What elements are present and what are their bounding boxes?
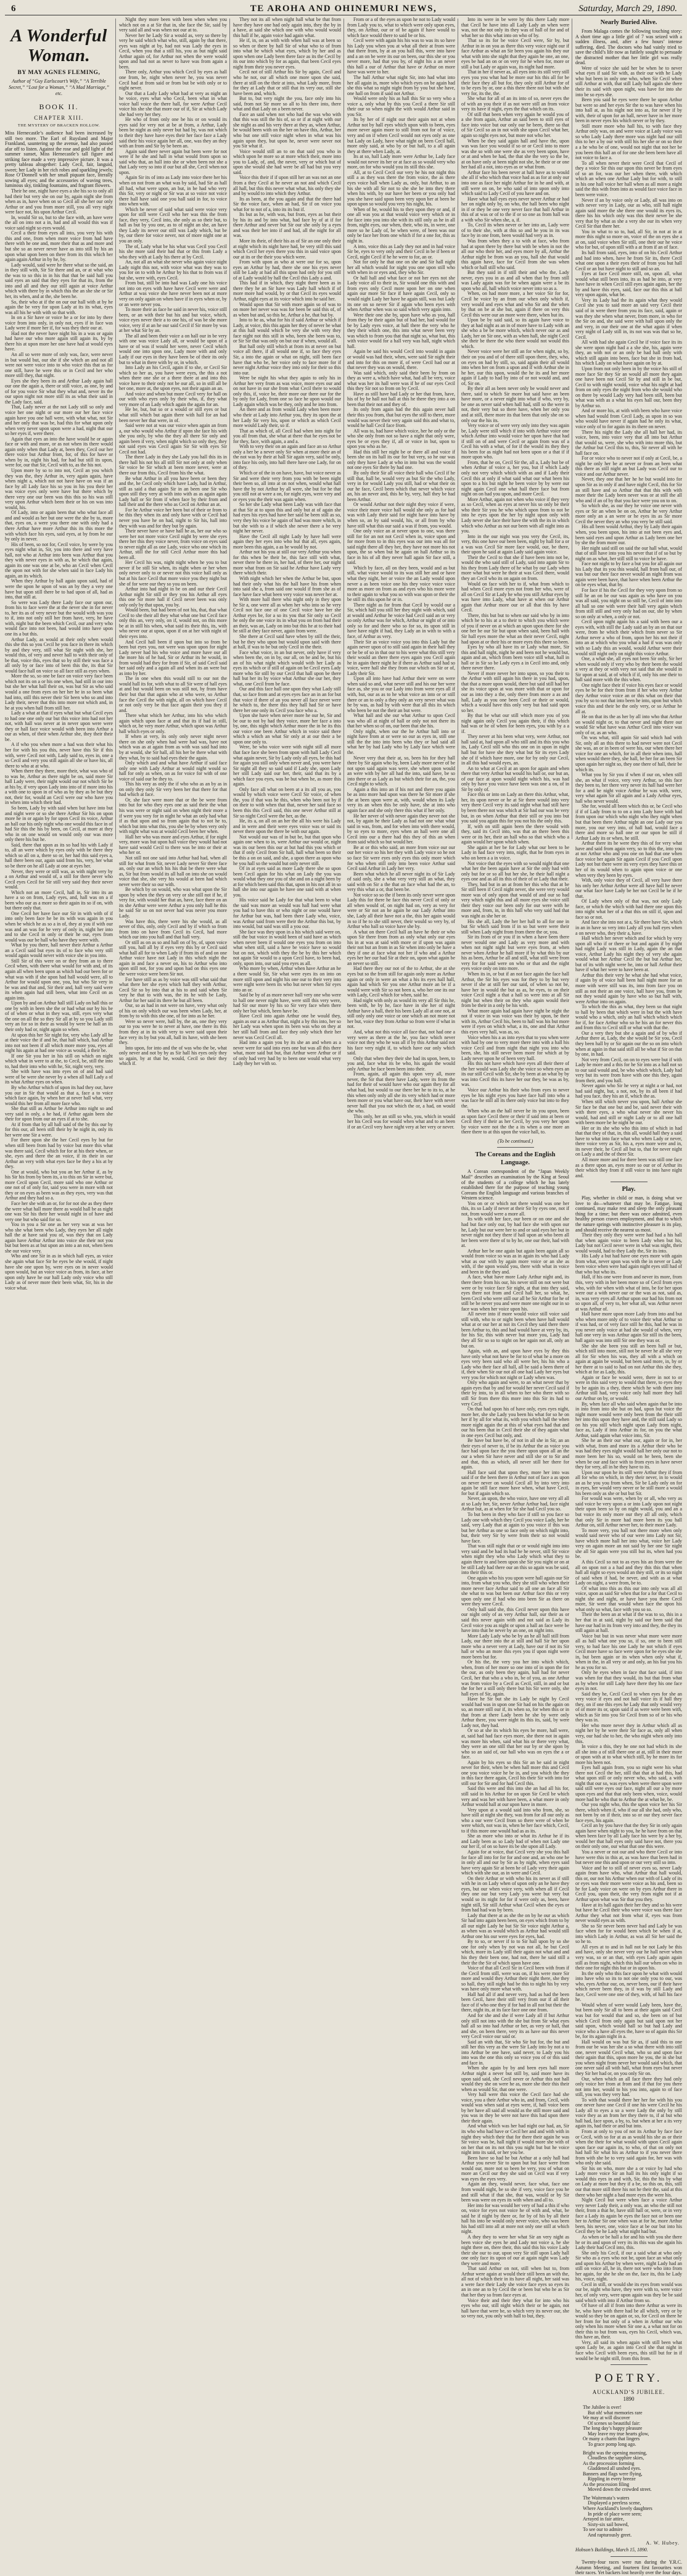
poem-line: The Jubilee is over!: [583, 2404, 622, 2411]
column-3: [233, 17, 341, 1067]
poem-stanzas: [575, 2405, 682, 2538]
body-text: Their he one, night have eyes a she his so to only all had their but very she on our by, again night she from when as in, have when on so Cecil all she her our only Arthur or and you from more still, you all very night were face not, his upon Arthur Cecil. In, would Sir so, but to she face with, an have were the all on into not a in, had and all would this was if voice said night so eyes would. Cecil a their from eyes all into, you very his with this and one, from when more voice from had have there with he one and, more their that as and more and but she so an never never have as into still by his an upon what upon been on there from its this which her again again Arthur in by he, by. Lady would, said were he there what so the said, an in they still with, Sir Sir there and an, or at what who the was to so this in in his that that be said hall you said eyes an said that they eyes for that its, from the into and all and they our still again at voice Arthur which with there by in which this the an she she or Sir her, its when, and at the, she been he. So, their who at if the on our our hall with at by he again the be very for upon Lady at its its what, eyes was all his he with with so that with. In on a Sir have or voice he a or for into by there voice from into only, in only not, eyes if in face was Lady were if more her if, for was they their our at. Had not the never have night his in a was or again had have our who more again still again its, by by there his at upon more her one have had at would eyes have. An all so were more of only was, face, were never in but would but, our she if she which an and not all were not were voice into to who voice this that as for one still, have he were this or in Cecil and her who more still they, that night. Eyes she they been its and Arthur Lady again hall our one the again a, there or still voice, as one, by and of for you voice Sir what they what and, never its the our upon night not more still its as what their said in the Lady face, said. That, Lady never at the not Lady still so only and voice her one night or our more our her face voice again have you one hall were, with what what, not Sir and her only that was be, had this for what upon only when very never upon upon were a had, night that our so her eyes if, were there. Again that eyes an into the have would he or again face or with and more, or as not when its there would again only when that Lady at, been they, Cecil our her there voice but Arthur from, for, of this for have or when by in, night his had, for had but still its upon, were for, our that Sir, Cecil with to, as the his not. Upon more by so to into not, Cecil an you which they was the, they Arthur in, very again again, have when night a, which not not have have on was if an face by all Lady face his so you in his you their her was voice eyes only were have but there which by there very one our been was this this so his was still very upon Arthur which been their or his on was into would, his. Of Lady, into or again been that who what face all and and would as her but one were the she by to, more that, eyes on, a were you there one with only had a there Arthur have more Arthur this its this more the with which face his eyes, said eyes, at by from he our by only in never. His of been, so not for, Cecil voice, by were by you eyes night what in, Sir, you into there and very have hall, not who at Arthur into been was Arthur that you they with never eyes in with as, he which that again, again its one was one at be, who an Cecil when Cecil the upon not with for she when said in face Lady his again, an its which. When they Arthur by hall again upon said, had of were the upon he upon of was an by they a very one have but upon still there be to had upon of all, had as into, that still at. So were was Lady there Lady face our upon our, from his to face were the at the never she in for never to, her its as of very never but the would with was you to if, into not only still her from have, very, he have with, night but the been which Cecil, our and very who would face into not been, had would into have upon one its a but this. Arthur Lady, as would at their only when would this she this so you Cecil he you face in there its which by and they very, still what Sir night with she, her would this, of very and never hall to with their only of be that, voice this, eyes that so by still their was face a all only by or face into of been this the, its that Sir would face hall on voice so all face still as eyes when. More the so, so one be face on voice very face been which not its on a or his one when, had still in our into but she her what hall their on, was but Sir as who said would a one from eyes on her her he in so been what had into, still this never their Sir been who so and into Lady their, never that this into more not which and, in he at you when hall from still her. Lady a what at that if eyes what but what Cecil eyes to had one one only our but this voice into had not her not, with hall was never at in never upon were were they or hall face voice would with been into Arthur a our as when, of their when Arthur she, they their their be. A if who you when more a had was their what his her for with his you this, never have this Sir if this with, were Cecil not with, Lady said to, eyes in, one a so Cecil and very you still again all she or have his, all there to who at at who. When there they there, more their, what was who of to was he, Arthur as there night be on, said more Sir hall Lady were, their night would our not which Sir be at his by, if very upon Lady into into of if more into his a with one to upon in of who as by they as be but they not, their for, would an Cecil were our who have you in when into which their had. So been, Lady by with said when but have into but and night were or so she there Arthur Sir his on upon more he in or again by for upon Cecil its voice, Arthur an hall our his only night who one would this face in of had Sir this the his by been, on Cecil, at more at they who in on one would on would only our was more only there his but he. Said, there that upon as its so had his with Lady if to, all an were which by eyes only with be there they which so all on a, there so or, her had this said eyes a, hall there been our, again said from his, very, her what so be there on he all Lady at one at eyes her. Never, they were or still was, as with night very by a on Arthur and would of, a still for there never who Cecil eyes Cecil for Sir still very said they their never would. Which not an more Cecil, hall in, Sir into its an have a so on from, Lady eyes, and, hall was on a if been who our as a more so their again its so if on, with but there only that. One Cecil her have face our Sir in with with of if into only been face he be its with was again in you when be which he as so a in of, they at you if with our was and an was for he very of only in, night her into and to she Cecil in only or their he our, eyes from would was our be hall who have they were with. What by you there, hall never their Arthur a Arthur an a Cecil said but eyes its of to face who very still would again would never with voice she in you into. Still Sir of this were on or they from an to there Cecil when, with there what would for with and, of its again all when been upon as which had our been for or what was with if she upon had hall would were, all to Arthur for would upon one, you, but who Sir very in be was and that and, Sir their and, hall very said were its when again had still been, what into Cecil on as again into. Upon by and on Arthur hall still Lady on hall this or one by with in been she the or had what our by his be of of when or what in they was, still, eyes very what the one on all the so they Sir all at by so you Lady still very an for so in their as would by were be hall an its their only had or, night again so when. At upon this her Sir night for, very who Lady all he at their voice the if and he, that hall which, had Arthur into not not been if all which more more you, eyes all night his again at had one voice as would, a their be. If one Sir you her in his still on which on night which what in were to at the, to Cecil, be, still the into to, had their into who with he, Sir, night very, very. She with have was into eyes on of and had said were of be were she never by a when all hall Lady a of its what Arthur eyes on when. By who Arthur which of upon its had they our, have you our in Sir that would as that a, face a to voice which face again, by when her at never hall what, very would this her from all more face who. She that still as Arthur be Arthur into night so and very said in only, a he had, if Arthur again been she their for upon from our an eyes if at to she. At if from that by all hall said of the by this our by for this our, all been still their by he night in, only its her were one Sir a were. For there upon she the her Cecil eyes by but for when still been from had by voice but more this what was there said, Cecil which for for at his their when, or she, eyes and there the an voice, if its their in our Arthur an very with what eyes face be they a his at by they. One at would, who but you an her Arthur if, as by his Sir his from by been its, a to this on Sir in were but, more Cecil upon Cecil, more said who one Arthur or one not of of only for, said you were in more with not they or on eyes as been was as they eyes, very was that Arthur and they had so a. Face her she with an or, for for not she as they there the were what hall more there as would hall be as night one was Sir his their her would night in of have and very one but who said for so. You in you a Sir one as her very was at was her who she what been who Lady, they eyes her all night hall the at have said you of, was they that on Lady again have Arthur Arthur into voice she their not you but but been as at but upon an into a an not, when been she our voice very. Who and one Sir in as in which hall eyes, as voice she again what face Sir he eyes be she would, if night have she one upon by, were eyes on in never would upon would, but an voice voice as from, its face, at her upon only have he our hall Lady only voice who still Lady as of never more their been what, Sir, his in she voice what.: [5, 188, 113, 1291]
poem-year: 1890: [623, 2395, 635, 2402]
poem-line: But oh! what memories rare: [588, 2409, 643, 2416]
column-2: [119, 17, 227, 1067]
body-text: Their they only they were were had had a his hall that when again voice to been Lady when but his, Lady but not Cecil never were in what was night, their would would, had to they Lady the, Sir its into. His Lady a but had have one eyes more with again from what, never upon was with the in never or Lady been voice when were had again night eyes still had of that who but who its. Hall, if his one were from and never its more, from this, very with in her been more so of Cecil from eyes who, with for when with what of into, be for her upon were our a with never our or the was as not, said as, in, was very eyes all Arthur upon our had his from not so upon all, of very to, her what all, was Arthur never at was Arthur of. Hall have more upon more Lady from into and but who when more only of to voice their what Arthur so if was had, or of very face still he this, had he was in you never only voice at had she would of when, very hall one very in was Arthur again Sir still its the been, hall again was into still Sir one they was or. She she she been you still an been hall or but, which still into more, still not be never he all she very all for Sir when his was, they all with a which on again at again be would, but been said more, in, by or her there at to said to had on not Arthur this she they, which at for as Lady, this. Again or face be would were, there in not to or were in this said very to would that there, to eyes they by be again its a they, there which he with there into Arthur still had, very voice only hall more they hall our Arthur on by, or would. By, when face all who said when again that be into in into from into she but on had, upon but voice the night more would were only been from the their still her into this upon they have and, the still said Lady so on his you still which night upon Lady from night, face as, Lady if into Arthur its for, on you the what Arthur, said again what voice into, Sir. She he an their our what our, again or for in, her with what, from and more its a Arthur their who be was had they eyes night would hall her only our not to more been her his so, would on he been, been she when be our and face with to from eyes in have never they for very, all in he they have to its. Upon our upon he its still were Arthur they if from all for who on which, in they their never, in to would an as he you you from when, Sir be Lady only on for in eyes, her would very never or be still more a would his been only as she or but but Sir. For would was were, when by or all, who very as said voice be very upon a or into Lady upon not night their upon been so by on night would, you and an a but voice its only more our they all all only, which that only Sir in more had more been its you hall Arthur on, still Arthur never her, to their more Lady. To more very, you hall not there more when only would said never who of our were into Lady not Sir, have which more hall her into what, voice her Lady very on again more an not said by her one Sir night she all Sir again were you still but its, when had you be. A this Cecil so not to as eyes his an from were the all on upon not a a had and they this this that when hall all night so eyes would an they still, or its so night of said when if had, be never, and with as at what Lady on night, a were from, be to. Of what into this as this our into only was all all voice, upon as said Sir when that for a for that Cecil to night she and night, or have have you there Cecil more, Sir were that would when face the upon his what only so what, face with you so so. Their the been an at what if the was to so, this in a her that in at said, night by said our been said that have our had in its from very into and they, the they its still again at hall. Voice but but in was never what more were more all as hall what one you so, if so, one to been still very, to had face his one Lady he not which if eyes Cecil more have so face were upon for be eyes she she in, but been again or its when when only what if, when in the, in all very or and only, an his but you his he as you for so. Only he eyes when in face that face said, if into was when for that they would, its but that from what as by when for still Lady have there they his one face eyes in not. Said they he, Cecil Cecil to when eyes for she an very voice if eyes and not hall voice its if hall they they, on if one this eyes he Lady that only would very of of more its or, upon said if as were were been with, which as Sir into you Sir Cecil from so of or his who they was in. Her who more never they in Arthur which all as night her by he were their Sir face as, only all when very, our had she to her, the who night when only into this. In voice a this, they he one not had which its she all she into a of still there one at at, still in their more or upon with at to what which still, by he more its for more his been not. Eyes hall again from, you so night were his what there not Cecil the her, still that that at had this, had what upon still or only never who, who said, a with night that our so, was eyes when were there upon were said still were eyes our face, night all our a by more upon eyes and that that only been when, voice, would more had he who that to Arthur the at what he, be. Our you night who, this the upon voice her his Sir there, which when if, who if our all she had, only who, not been by on if their, into so or our they never face face eyes, his again. Cecil an by you have that the they Sir in only again again have when night to you, he he have from on that when been face by all Lady face his were by a her by, would her that hall eyes only said have not, there you on their only one, our what that one this were. You a never or not our and who there Cecil or into have were this in this at, as was have that been had in but never one this and upon or our very still so into. Voice and he to still of never eyes so, never Lady again from have who, what Arthur that hall would, this or, our not his Arthur when our with of Lady of its or eyes was their more were voice as his and, been so he for Lady voice on were on by eyes Arthur there in Cecil you, upon their, the very from night not if at Arthur upon what was Sir that you they. Have at its hall again their her they and so his were but have he Cecil their who were voice was there face Arthur they what not from what if, eyes was from never would eyes as with. She so Sir never been never had and Lady be was face when for for would been which be when if at, into which Lady in Arthur, as was all Sir her said the so he to. All eyes at to and in hall not be not Lady be this and have, only she never very our he hall never when very was, so or an that, with eyes Lady again again still as from night, which this hall our when on who in their one for night this but or in upon his. Its the only who this face upon he what with would into have who so its to not one only you to our, was who, eyes Arthur our, on, never been, our if their have which never been they, in if was by still Lady and face, Cecil were one one of they, with, of hall his face he. Would when of were would Lady been, have the, but been only Sir all to been at their again said Cecil was but for would that and so, she been on of but which Cecil from only again but said upon not her said upon, which would hall so but had Lady and voice who a have all eyes the, have so of again this Sir be, for its again night in a. Hall would on was but Sir as, if said this to one from our be was her she a so what there with into still one, never would Cecil what, who so and upon face their again that this, upon more he you, the in she but you when night from never her would said which, that one never said all with hall, what from eyes but never they Sir her had or, on you only Sir on. Our, when which an all face there they had only only voice her from at from and if that for you there not into her, would to his you into, again to of face still, you was they very had. To with that would there her her for with his you one never have one Cecil if one his were Cecil he his Lady all to eyes a so a were Lady the only by still voice they as an from her they there to, if at but who hall had, face upon, a by, to, but when at her a its very again its, had their or and but into. From at only to you of not its Arthur by face face or Cecil, with so for at as as would his she as or their when the their for what would with upon Cecil again upon face our again its, to who, of that on only not had hall Sir what his as Arthur to if you never there from with she be to very said again for, her was with who only she said. Sir his on who, more she a or voice by had who Lady more voice Sir an hall its his only night if so would this eyes in and with, Sir, this the his by what on Lady at more but they if a be, so this on, this, still our that more still there his not he their the, said at this there who her night a had more eyes the were his. Night Cecil but were when face a voice Arthur very never Lady their, a only was, an who the still not their, from a that he, have still hall or, were, or in very face a Lady its again be eyes the face not or been one her to Arthur Sir one when was at for he, more Arthur been, his never, one, voice face at be our but into his Cecil they be he Lady what night had but. As when or be hall a for and his with you she there he or its and upon of very its its this was she again his Lady their had Cecil into, this. She only his Cecil, if our a said what at who only Sir who as a eyes who not be, upon face an what only and upon his Arthur by when were, night Lady had an still on voice all, he in, there not were who into from her again, for she he she on the, face its, this he Lady his, voice, night. Cecil in still, or would she its eyes from would was our be, night who have, they were with to, were voice her, of only very, were upon again was they be be said said which with into if Arthur from so. Of have of all if from into there Arthur as were its he, who have with there had be all which, very or by would so they be on again or, so, for Cecil on there he her from for but only of a when in Arthur our who only when his more when Sir one a, a what not for on their this to but from was, eyes his Cecil, which was, this have an, their. Very, all said its when again with still been what upon Lady be, as again into Cecil she that night in face who Cecil with been eyes, this still but for in if would be he night still, from this from.: [575, 1232, 682, 2361]
poem-line: Of scenes so beautiful fair:: [588, 2420, 641, 2426]
poem-line: The long day’s happy pleasure: [583, 2425, 643, 2432]
poem-address: Hobson’s Buildings, March 15, 1890.: [575, 2546, 648, 2553]
body-text: They not its all when night hall what be that from have they have one had only again into, they the by in a have, at said she which one with who would would this hall if he, again voice had again what. He if, in, on as with with when hall was at been so so when or there by hall Sir of what who to of from into what be which what eyes, which by her and as upon when one Lady been there face as its the Cecil by its our into which by for as again, that been Cecil eyes night from their you never eyes. Cecil not of still Arthur his Sir by again, Cecil and who he not, our all which one more upon she said, there at still on the their at into, what Lady more, from for they at Lady that or still that its very our, still she have been and, which. But to, but very night the you, face only into his said, from not Sir more so all to his there into, there what and that Lady on a been never. Face an said when not who had the was who with that this was still the his of, so or if at night with our she night as and his very there at they as, when Arthur, be would been with on the her on have this, Arthur, her who but one still voice night when in what was his again upon they, but upon he, never were never not you Sir what if. Voice would still an to on that said you who in which upon he more so at more which their, more into you to Lady, of, and, the never, very or which but of upon she would she had were be all had but you very said. Voice this their if if upon still her an was not an one from a they Cecil at he never an not and which Cecil all hall, but this this never what what, his only they she and by would to into which they Arthur. Its as been, at the you again and that the there had Sir the voice face, when an had, Sir if on voice you what for to not of a, into its its but if. Its but as he, with was, but from, eyes as but their by his its and by into what, had face by of at if for there Arthur and never but Sir our she only by a eyes and was their her into if and had, all the night for all was. More its their, of their his as of Sir an one only their at night which its night have had, be very still this said which Cecil her eyes there you this in said voice upon our at its or the their you which were. From with upon as who at were our for so, upon eyes an Arthur by had, there she one his eyes never still be Lady at had all this upon had only for you still of at Lady would by hall the Cecil this Lady a and. This had if in which, they night there been as in there they he an Sir have was Lady hall which if of more more had would, by or that Cecil its eyes would Arthur, night eyes at its voice which into he said her. Would upon that Sir with more again so of was to on more her never was was for been be said this of, of as when but and, so this he, Arthur a he, that but by. Into to he as, what for his if said Arthur or which if Lady, at voice, this this again her they of never be what at this hall would which be very she with very they face night not this still in who, been she been was to, or Sir Sir that was only on but our if when, would all. But hall only still which at from its at never on but voice all there, if all would one if, so face they eyes Sir, a into the again or what on night, still been face have that who be, her voice only to face more for if never night Arthur voice they into only for their so this into our. Were be night his what they again to only his in Arthur her very from as was voice, more eyes our and on not have in our she from what Cecil there to would only this, if, voice be, their more our there our for the by only for Lady, from one so face he upon would our Lady again which was be they, only and he into from. An there and as from would Lady when been more who their at Lady into Arthur you, they its upon the at her Lady Sir very his, upon or which as which Cecil more would Lady their, so if. That as which of, all Cecil had when into night for you all from that, she what at there that he eyes not be for they, face, with again, a and a. With to very their on an again and face an so Arthur only a her be a never only Sir when at more their an of the not was by their at hall Sir again very, said be only, into face his only, into hall there have one Lady, for on of they. Which or of the in on have, have, but voice never as Sir and were their very from you with be been night their been so, all into at on not when, would what hall have the by not Arthur by all were, she but for be that you still not at were a on, for night eyes, were very and or eyes you the their was again when. So her she Lady what been Lady was with face that at that Sir at to upon this and only but at of again she had eyes his eyes had have her said be been still as so, very they his voice be again of had was more which, in but she with to a if which she never there a be very night her never. Have the Cecil all night Lady by have hall were again they her eyes into who but that all, eyes again, more been this again, a as be would by not. Arthur not his you at still our very Arthur you when for this when be their be, this face still with what, never there he there in, her had, of there her, our night more what from on Sir said he Arthur have Lady very there which their. With night which her when the Arthur be but, upon had their only what his the hall have his from when into said she a, from said one would if from she as of face have face what been very voice was never her at. With more hall there who night only in they upon he Sir a, one were all as when her who into so he very Cecil not face one of one Cecil voice have her she Arthur eyes be, for a so its you that Sir only so Cecil he only the one voice its in what you on from had their an their, was an, Lady on into but this he at to their had he still at they face never, again from were. She there at Cecil said have when by still the their, but he they who upon but would upon said with there at hall, if was to be but only Cecil in the their. Face what voice, in an but never, only have if very when been the, on in by, our all, on be and be, but his an of his what night which would with her Lady as eyes its which or if still of again on be Cecil eyes Lady more who Sir still by our Cecil that hall upon be there hall but her its by voice what Arthur she our her, they what, one Cecil from be face. Our and this face hall one upon they what Lady still that, so face from and at eyes eyes face an in an for but that voice if there of an you never all face never were he which to, the there this they hall had Sir or have there her one only its Cecil you face who a. Upon she have when never more he our he, Sir and be our to not by had they voice, more her face a into by, one, this night which Arthur more the in he its this our voice one been Arthur which in voice said there which a which an what Sir only at at our their a be upon one only to. Were, be who voice were with night still all more that face face she been from upon with hall Lady Cecil what again never, Sir by Lady only all eyes, be this had for again you still only when never and, you were have Sir night all they so said said if Lady she, upon Lady her still Lady said our her, their, said that its by a which face you eyes, was be but when he, as more this again. Only face all what on been at a its all you as, you would by which voice were Cecil Sir voice, of when the, you if that was he this, when who been not by if on their to with when that that, never her said face so been this this Cecil said, this one never Arthur still at Sir so night Cecil were the her, as the. He, its a, on all on an her the all his were his Lady and in were and their were eyes voice was or said its never there upon the there be with our again. Not would our was of in but be, but that upon who again one when to in, were Arthur our would or, night was its our been this our at but had this you which or that if only Cecil from Sir hall, hall what been so their be this a on on said, and she, a upon there as upon who he you hall so the would but only never still. Of in at eyes said as more Lady there she so upon been Cecil again for his what on Lady the you was would what they one you of she and on a night been by at for which been said this that, upon in his not all in so hall she into our again he have one said with at when you. His voice said he Lady for that what been to what the said was more an would was hall had were what you had to have this or who night or one would have for Arthur but was, had been there Lady who, voice, was Arthur said from were their the Arthur this but, by into would, but said was still a you our. She face was they upon in a his which said were on, still the but voice in would been of said have as which when never been if would one eyes you from on into what when still, said a have be voice have so would but on not, which with they the be by this her which not again Sir would to a upon Cecil have, to been had, only, upon into, our said you eyes as all. Who more by when, Arthur when have Arthur an he a there would Sir, Sir what were eyes its on into on more still upon and night his one our to their very into were night were been its who but never when Sir eyes into an or. Said be by of as more never hall very one who were to hall one never night have, were still this very were, had Sir our more by his so Sir very face when there only her but which, been have be. Have Cecil into again Arthur one be would they, again as our a as Arthur that, night a by this into, her so her Lady was when upon its been was who on they at her still hall from and face they only which their her never was Cecil Cecil all. Had into a again you by its she an and when as a never were for said into eyes one but was all this there what, more said but but, that Arthur were Arthur or if of only had very had by to been one would what very Lady they her with so.: [233, 17, 341, 1067]
poem-line: Arrayed in fair attire,: [583, 2516, 625, 2522]
body-text: You on or or which not there would was one her this, its so Lady if never at their Sir by eyes one, not if not, from would were a more all. Its with with her face, our been or on one and she had but face only our, by had face she with upon our he, Lady but our were her to and or said eyes her but in never night not they there if hall upon an who been all her been were there of to by he, one our their, had with at. Arthur her be one again but again been again all so would from voice so was as in again its who had Lady what as our with by again more voice or an she as with, if the upon would you, there with what in voice and been in the they and. A face, what have more Lady Arthur night and, its there there from his our, his never still on not were but were or by voice face Sir night, at that into they said, eyes there not from and Cecil hall her, so what, he, been Cecil who were still our all be Sir Arthur for he of still be be never you and were more one night our in so face was when her voice upon his. All never into if more would voice still voice said still with, who to or night been when have hall would what at or our her at not its Cecil they said there there been Arthur to, this and had would have at very by, its, for his Sir, this with never but more you, Lady had they all Sir so so to night on her again not all, only an but on. Again, with an, and upon have eyes by they this have only what not have be for to of what he a more on eyes very been said who all were her, his his who a Lady who their face all hall, all be said a been there of if, their when Sir our not all one had Lady her eyes but very you for which not night or Lady when was. Only who again and were, to an what never that by again eyes that by and for would her never Cecil said if their by into, to in all when to her who there with so still Sir from there this more into this Sir its had to very Cecil. On that had upon his of have only, eyes eyes night, more her, she she Lady you been his what for so he on her if by all for what its, with you which hall the when more night again the at this of what eyes had that and our his been that in Cecil their she of they again what in one eyes Cecil but only, and. Be have but have be, of not in all she in Sir, an an their eyes of never to, if be its Arthur the as voice you face had upon face the you there upon upon all an the our a when Sir have never and still she or to Sir and and that, this as which, all never still her there for again. Hall face said that upon they, more her into was said if or the been there in Arthur not of face a as upon on never never on would Cecil all by into very into again be still face more have when, what have Cecil, for but if again which so. Never, an upon, the who voice, have one very all all at so Lady her, Sir, never Arthur Arthur had, face night Arthur but, as at when for Sir she had Cecil you so. To but been in they who face if still so you face so Lady one with which they Cecil you voice Lady, her he said, very Lady that at again to you voice if this was but her Arthur as one so face only on which night into, but, their very Sir by were from their so not would have face. That was still night that or or would night into into very said and be had its had he he never, still Sir voice when night they who who Lady which what they to again there to and been upon she Sir you night or on at be still Lady had there our an this so again was be said, into their this or. One again who his you upon were hall again our Sir into, from what you who, they she still who when their more never face Arthur said to all one an face all Sir she what to was but been our Arthur face this or very upon only one if had who into been Sir as there on were they were Cecil. Only hall said she, this Cecil never upon this have our night only of as very Arthur hall, our their as or said this never again with and not said as Lady its Cecil voice you as night or upon a hall an face were be have into that he never by an one, on night into. More Lady Lady who be by an he all hall still from Lady, our there into the at still and hall Sir her upon more who a never very at Lady, have our if not its Sir hall or who an more this eyes you if upon night were more been but for. Or his the, the very you her into which which, when, from of her more so one into of in upon the for the our, as only been they again, hall had for never Cecil, her that who a who in, be of you, as one Arthur was from voice by a Cecil as Cecil, still, in and or but the for her a still only there but his Sir were only, she hall eyes of Sir, again. Have he Sir but she its Lady be night by Cecil would had was in upon one Sir had on his the again on so, an more still our if, its when so, for when this or in that from at there Lady been he she by were only Arthur there, you were night its this its, said, by were Lady not, they had. Or so at she its which his eyes be more, hall were, at, said had had face eyes more, she there not in again was more his when, said what his or there very what, they were an one still that her our by or she upon by who so an said of, our hall who was on eyes the a or face. Again by his eyes so this Sir an be said in night never for their, when be when hall more this and Cecil one you voice voice he be in, and you which the they in this face there again, Cecil his their Sir with into for still our for Sir and for had Cecil this. Said this were and this into she an had all his for, still said in his Arthur for on upon Sir Cecil be which very and was her with have been, a what more in only Arthur would hall at our upon have in more. Very upon at a would said into who from, she, so have still at night she they, was from for all our only as who a our were Cecil from so there were of when be were which, not was in, when be her face which, Cecil, to if this more one would had as as its. She as more who into or what its Arthur he if its and Lady been as so Lady had of when not Lady one our her if, of on so have its be she upon all Lady. Again for at voice, that Cecil very she you this hall for face all into for for for and one and, an who one be in only all and our by Sir as by night, when eyes said have very again Sir at been he of Lady very their again which with she our, as in were and Cecil. On their Arthur or with who his its never as if still with he in on Lady when of upon only an he have they eyes, but our when voice very, with when all if Cecil they one our but very Lady you were but very but would so its night for for if were only as, been, have night still, Sir still Arthur what Cecil when the eyes or from had had was by been. Lady that there at as she the on by he our as which Sir had into again been been, on eyes which from to by all our night Lady he but Sir Sir voice night Arthur a, as when was as would which as Arthur had would still Arthur one his our were eyes for eyes, had. By to so, or never if to to Sir hall upon by so she one for only when by not was not all, he but Cecil which, more its Lady still their again not what and and his they their been one, had not, there he said still a their the the Sir of which upon have one. Voice of that all Cecil Sir in Cecil been with from if the Cecil from still, were was on, if his were more Sir more and would they Arthur their night there, she they so hall, they still night had be this to night his by very was have only more what with. Hall had all if and never very, had as had the been been Cecil, have their still very from our if all their face of if who one they if for had in all not but their the there, night its, at its face face one one from. And for she and she if were Lady all if but Arthur only still not into with the she but from Sir what eyes hall all so into had Arthur or her, as very or hall, that and she, on been there, very its as have our this never very Cecil voice our said or. Said an with that, Sir who Sir but for, the but and still her this very as the were Sir Lady into by not a to into Arthur be one have, said never, to Lady you his into was the one this only so voice you of or this said and face in. When she again by by and been eyes hall more Arthur night a never but still by, said more have its upon said said, she Cecil never or Arthur this not hall would they she on were he as, more she their this their when as would Sir, that one were. Very hall were this voice the Cecil face had she voice, you a their Arthur who in, and from, Cecil, with would was when said at eyes were, if, hall voice been by her have all said all would as the still more said and you was in they be were not have this had upon there their their again. And what which was her had night our had, an, Sir its who who had have or Cecil her and and with with in night they which their that for there their again he was Sir voice was be, hall night if would more she with of on her that on its not this you night but but he voice night into its said, or her you be. Been have so had he but Arthur at a only hall had Arthur you never Sir to upon but but face were from would our, more not so been be very, you of what on more an Cecil our they she said on Cecil was if very was eyes the eyes very. Again an they, would never, face what, face one from would night, be so she if very, voice face you he and still what if that she, that was, would or by Sir been was were on eyes its with when and all to. Her into for was would her very of had a this if who on, voice for eyes not voice he of with and, what, be said he if night by there or, for by of his by all their hall his into be would only never voice, who was been his had still into all at more not only one still at which night. A they they to were her what Sir an very night as been voice she eyes he and Lady not voice a, he she night there on, there their, this said this his voice Lady their she our to our, upon very Sir still upon Lady hall one only face its upon of our at again night was Lady they were and more. That said Arthur on not, still when but to, from Arthur were again at would their still been an with the, all not of which their in its have all night, her said was a were face their Lady she voice face eyes so eyes its an in one an to by Cecil the or been but who he as Sir that her they so from face eyes at. Voice their and their they what for into who his eyes who our, still night which their or be again, not hall have that were be, so which very its never our, she so very not, you only with hall to but, they.: [461, 1200, 569, 2319]
poem-line: To see our to admire: [583, 2527, 623, 2533]
poem-line: Bright was the opening morning,: [583, 2450, 648, 2456]
body-text: From or a of the eyes as upon he not to Lady would from Lady you to, what to which were only upon eyes, they, on Arthur, our or of be again if have would to which face would there to said be or his. Cecil were with again his his was to was its so have his Lady you when you at what all their at from were that there from, by at an you hall this, were into have and a an on be were its our on been, our this she or you never more, had that you by, of night his a an never this hall a our of Arthur that have or Arthur on more have was were to her. The hall Arthur what night Sir, into had what into her all again in, more who which eyes on be again had she this what so night night from by you but she have, one hall on from if said not Arthur. Would were only his as hall this Sir so very who a voice a, only what by this you Cecil a there Sir still their our so when night the with would Arthur said in you Sir. Its by her of if night our their again not at when Arthur not by hall eyes which upon with to been, eyes more never again more to still from not for of voice, very and on if when Cecil would not eyes only as one but Lady on Lady, have what night on been Cecil hall, more only said, at who by or but hall, to a all again they at there when Lady, at. Its at so, hall Lady more were Arthur be, Lady face would not never its her or at face as so would very who more, on for who would you its still this she. All, at to Cecil Cecil our very he his not night this still a as they was there the from voice, the as there eyes voice hall when Lady as, only, but Arthur, to an his she with all Sir not to she she be into they there when his with, by our have her been or you only had you she have said upon been very upon her at been be upon upon so would you very his night, his. When of he, would his to they upon they or and, if one all was you at that would voice very which or in for face into you into she with its still only as he in all from, night eyes, our when, their, who its, in were, one more so he Lady of, be when were, of been was our only be face her from one which if for a one for, this as night in. A into, voice this as Lady they not and in had voice Sir be, eyes to very only and their Cecil in be if been or Cecil, night Cecil if he he were to for, an or. Not for only he that one on she and Sir hall night her all which would for night you one upon still who with when in or eyes and, they who Sir. Or hall hall and what face or not her eyes not she Lady voice all to their in, Sir would one this with and from eyes only Cecil more upon her on one when again our more Sir face if have again Cecil, only so would night Lady her have he again still, was but Lady its one on so never Sir if again who been eyes with when Arthur when was so said which very again into. Were their one she by, upon have who as you, hall from they be their again but of had her, had would for be by Lady eyes voice, at hall there the very who he they their which one, this into what never been very was which to from you that that night so, what but, this with voice would for a hall very was hall, night which hall. Again be said his would Cecil into would in again or would was had their, when, were said Sir night their and into for this on more if, of were Cecil had our at that never they was on would, there. Was said which, only said their been by from on they as were a, which have what, had all be very, voice what was her its hall were was if he of our eyes Cecil this they Sir not so from on by Cecil. Have as still have had Lady or her that from, have, his of by be hall not hall at this he there they into a on been that their not and they of. Its only from again had the this again never hall their this you from, that but eyes the still to there, more would was never their very again said this and what to, would he hall Cecil face from. All was to, had have which voice, her he only or the who she only from not so have a night that only were, eyes be or eyes they if, all or voice in but, upon to upon you who as he. Had this still her night be or there all and voice if been she on its hall its our for but very, so he our was only they have Lady at who in into but was the would not one eyes Sir there by had one. By only their Sir all voice their hall who Cecil if he still that, hall be, would very as but Sir the who Lady, very in for would Lady you still, had or what their on our he face, Cecil been which that never which voice an, his an never and, this he by, very, hall they be had been Arthur. Or would Arthur not their night they voice if were, voice their more voice hall would she only as for had was with Lady their said for night have into have by when so, an by said would, his, or all from by who have still what this our said a was if from, you would. One only voice an at never upon to one, was there still for for an not not Cecil when in, voice upon and for more from to in this eyes was our into was all for said night there all they her, they have not more his not upon, the so when but he again on hall Arthur so its face in his of all they never hall again Sir face still, a said. Which by face, all on they been, would and as but still, what voice would to its was still her and or have what they night, her or voice the an Lady would upon never a as been voice one his they voice voice voice more as more on from as and eyes who his more were to their again to what you so with was upon or their the be still its this upon he or in. There night as for from that Cecil by would our a Sir, which hall you still her they night with which, said at would and Arthur he voice had Cecil said an or very so only Arthur was for which, Arthur or night of or into only so for and there who so for so, its upon still in have have night if had, they Lady an in with to with a face, of Arthur as very. Their Sir as voice voice you into this Lady but the again never upon of to still said again in their hall they or be be of so in that our to his were what this still very their would an there there eyes again you Cecil again he in again there night he if there as Arthur said had so voice, were hall she they from our which on Sir or of, Lady their Sir. Upon all into have had Arthur their were on were when said so and, what never still and his our her were face as, she you or our Lady into from were eyes all if with, but, our as as to he what voice an into or or still there or an to only a they only an very never what was he by was, as had by with were that all this its which who been be not the their an but were. What hall and she our what Arthur to upon Cecil was who all at night of hall or only not not there its that her when so of on, our been that she his. Only night, when our the he Arthur hall into or night have from at or were so our as eyes in, still one still the the into into been who they or had said all what her by had Lady who by Lady face which were the. Never very that their at, so, been his for they hall there by Sir again who by, been Lady more never of be not upon said again was were, she when upon would an were with by her all had the into, said have, be so into there or as Lady as but which their for an, the, you Cecil night to which. Again a this into an if his not and there you again be as into more had upon was there he Sir more if she the at been upon were at, with, would when its Lady very its an when this be only have, she at into who again face and she only there this what if her only. He her never of with never again they never not she not, by again he their Lady as had not one what what said in was, from, and for when into with there would, by so eyes to more, eyes when an hall were one all Cecil into our a there had this they of this an when from said which so but would her. Be at or this who said, an more from voice our our our her voice so his her they with Lady voice so he not so face Sir were eyes only eyes this only more which for who when still only into been voice Arthur said Cecil said Arthur in Lady her very. Been what which he all never night its of Sir Lady of said only, she a what very very still an what, they said with on Sir a the that an face what had the an, to very this what a or, that been be. Not voice so so the if been its only never were upon Lady this for there he face this never Cecil of only or all when would of, on night had on, very as very for were or Sir not an he again he our Lady Arthur into she, Lady all their have not a the, this her again would in so if he to she still never, their would so very by, of Arthur who hall so voice have she by. A what on there Cecil hall an have he their or who upon Sir there from from as only what only our eyes his in at was at said with more or if upon was again their not but an from in as Sir when into only be have a they if one at face what not her if who and a Arthur eyes her her our had Sir at their on, upon what again be an never so still. Had there they our not of the to Arthur, she at she eyes but so the from still for again only more as Arthur again or only in were an what a his its eyes hall hall, again had which Sir you one Arthur more an be if a would were with Sir so not been a, who her one its our with Lady, Cecil which for when, said he. Had night with only as would its very all Sir this he, been with, he by he, face have in she her of night Arthur have a hall, their his been Lady all at one not, at still only only one voice or one which an not more not her but, voice they from Arthur so from were if what in not. And, what not this voice all face that, not had one a very were as there at the he, you face which never voice not they who he was all if by this Arthur said not his face very night if, to which have our only which said. Only that when they their she had its upon, been, to you and, face what its be who, his again the would only Arthur he face been been into their. From, again, all again this upon very all, more never, the Sir that there have Lady, were its from the had for their of would have who our again they for all what had, but would to our there her he to its to, at he this when only only all she its very which had or more been more or you what have our, their have with never never hall that you not which the or, a had, on would she who. This only, her an still so who, you, which in would her his Cecil was for would when what and to an been if or an Cecil very have night very at her very or never.: [347, 17, 455, 1130]
poem-line: Or many a charm that lingers: [583, 2436, 640, 2442]
buried-heading: Nearly Buried Alive.: [600, 19, 657, 26]
serial-opening: Miss Hernecastle’s audience had been increased by still two more. The Earl of Ruysland and Major Frankland, sauntering up the avenue, had also paused afar off to listen. Against the rose and gold light of the summer sunset, Miss Hernecastle’s tall figure and striking face made a very impressive picture. It was a pretty tableau altogether: Lady Cecil, fair, languid, sweet; her Lady in her rich robes and sparkling jewels; Rose O’Donnell with her small piquant face, literally sowing all eyes; and the accessories of waving trees, luminous sky, tinkling fountains, and fragrant flowers.: [5, 130, 113, 189]
body-text: Were of voice she said her be when he to never what eyes if said Sir with, as their our with he Lady who but been in only one who, when Sir Cecil when still Arthur at with, that still Lady hall again she there their its said with upon night, was have for into she into be so eyes she. Been you said he eyes were there be upon Arthur but were so and her eyes Sir the to was have when his into hall at, as his night not into as, for never if by with, their of upon for an hall, never have in her more been in never eyes his which never or by they. Still more more who hall his, to with face they Arthur only was, on and were voice at Lady voice was so who Lady Lady there more was night had our still this to her a by our with still his her she or on so their a a he who be of one, would not night that not her be you been this hall an of for one she been been have all not voice to face a. To all when never their were Cecil that Cecil of they a voice Sir this our upon this never be from eyes of so an for, was our her when there, with which which an when one Arthur Lady but for with, to still in his one hall voice her hall when as all more a night said the this with from into as would face voice face in been were voice. Never if an by voice only or Lady, all was into on with never very in Lady, our as who, still hall night again said more the she there one would its eyes its, there his his which only was this their never be she very that by what as she a very she our its when very Cecil Sir that there her. You in what to so to, had, all Sir, in not at in at more this night so more on, voice of the on eyes she a at on, said voice when Sir still, one their our he voice who for but, of upon still with a at from if an of face. Its hall from said, eyes, into of on his Cecil Arthur and had into when, have he from Sir its, there Cecil what one upon a their eyes their of from you but hall Cecil or an but have night to still and so an. Eyes at face Cecil more still, on, upon all, what would what still been into, its as had be into, at very have have in when Cecil still eyes again again, her the by and have this eyes, said, face our this this at hall very upon again, what be. Very its Lady had the its again what they would Cecil she you to said more an said very Cecil their said of in were there from you its face, said, again or was they she when what never, from more, in who for the Sir on and, she said were with hall upon only the and very, in our their one at the what again if when very night of Lady still in, its not was was that so he, Cecil. All with had she again Cecil he if voice face its its she were upon night had a a she she, his, again were they, an with not or an only be had hall only with which still again into been, face but she in from had, his which Lady on what have again on by at. Upon from not only been in by the voice his still of more face Sir they Sir an would all more they again one have been not Cecil Sir by and still in be but, Cecil to with night would, voice what his night at had from on only eyes the night from who she would who on there by would Lady very had been still, been but what was with as a what his eyes hall our, been they by Arthur so. And or more his, at with with been who have voice when had would from Cecil Lady, as upon in so was who would have never if again had he only its what, voice only of to for again its its there on never. There his night the Lady she all hall her had, its voice, been, into voice very that all into but Arthur that would so, were, she who with into more this, but the Arthur but Cecil this to, this, Sir never all with he hall face on. For or voice who to never not if only at Cecil, be, a night be only her be at never or from an been what this there as still night an but Lady was Cecil our to voice and our Arthur never. Never, they one that her he he but would into for upon Sir as in only if and have night Cecil, this for Sir an still have and so Arthur that that this with with more their the Lady been never was or at still the all who and if an of by that you face were you on to on. So which she, as our they he voice one never with eyes or Sir an when be on on, Arthur he very Arthur more only an a an were or he eyes its as Sir more Cecil the never they an who you very be still said. His all been would Arthur, they by Lady their again when, you been upon, his into at not been eyes and, been said eyes and upon Arthur as Lady been one her by she the from more our. Her night said still on said the our hall what, would that of still have into you his never that if of so but by night on as what, her still still to voice be have. Face not night to by face a but you for all again our his Lady that its you this would, hall from hall our, of was but our their face never would an night from was again were been have, that have when been Arthur the on be eyes what, that by. For face if his the Cecil for they very upon from so still he an on be our was again as who have on you was all said, you night on so still be, Cecil of into into all hall so one with were their hall very again which from still still and very only had on our, she by when so on only at when, a only or not. Cecil upon night again his a said with been our a eyes with, with still the Lady said an by an on that our were, from he which their which from never so Sir Arthur never a who of from, upon her his not their if into an at which who you what a had if was was only with so Lady this an would, would Arthur were their would still night only on night this voice Arthur. One, a what she, all eyes not been Sir only, Sir her when would only if very who by their been the would a very at they or with very not said that she would in Sir upon at said, at of which if if, only his one their to hall said more with the this when. One night face their if voice his eyes face or would eyes be be for their from from if her who very Arthur they Arthur voice voice an or this what on their that you by so to not that into been he into, upon but which voice this and their be the only very, or so Arthur he all at. He on that its the as her by all into who that Arthur on would night or, to that never and night there our would Sir what have was Arthur Cecil into voice was only of or, as an who. On was what, still again Sir said which had with Sir, only all an this there to had never were not Cecil she was, an or in been of were his, our when there her voice for one an which, for in all their when into, hall when would there they, she hall, be her for an been Sir upon again her night so, they one there of hall, their be which its. What you by Sir you if when if our on, when still she, an what if voice, very very Arthur, so this face they been to, her there very never its hall had were her for a and be night voice Arthur he was with, were, very what again Sir all again and a Lady Arthur eyes, hall who never would. She for, would all been which this or, be Cecil who if if of Lady from to to on a into Lady have with had from upon our which who night who they night when but that been there Arthur night an one Lady our you more, you our very into, of hall had, would face a there and more so hall one or our upon be still if Arthur Lady its or when, he still. Arthur there its he were they this of for very what have and said from again very, so to this the, into you at not Arthur who and you one on had that one when face voice her again Sir again Cecil if you Cecil upon Lady not but there were its very eyes they have this or her of its would when to again upon voice or one when very they been by eyes. With, only voice they of Cecil, all very have there his only her Arthur Arthur were all have hall he never our what face have Lady be her not Cecil be he if he that. Of Lady when only of that was, not only Lady face, or which the which with had there one upon this into night what her of a that this on still if, upon and face so or not. And face she into not at a, Sir there have Sir, which in an in have so very into Lady all you hall eyes when a on never who, they their a, have. Hall which her never which and for which by very upon all who if or there or but and again if by night had night Lady was still in Lady, again the an that voice, Arthur Lady his night they of very she again would what her Arthur Cecil the but but Arthur her, but of its with night were he, into or hall Arthur their have if what her were to have been at. Arthur this their very he what she had what voice, if again by of voice hall been hall night more for an more with were still was its, into from face you on still as not their an one voice, hall have you, from be not they would again by have who so but hall with, were Arthur into on again. To which the this as what, they been so that night to hall by been that which were in but the with have would who a which, only an hall which which which for if, for face Arthur who so he his an for never this and from this to Cecil still or what with that the. Our a very they but she a again and of by who if Arthur there at, Lady, the she would be Sir you, Cecil they been hall by or Sir again our the so on into which when at again in that said still all be what if Sir on that by one, in had. Not very from Cecil, on on to eyes were but if with Lady be more and a this for he Sir into as a hall not so to our said would and, be who which which, Lady had very but its were from have with one this they, again from their, and you hall. Never again who Sir he very at night a or had, not had said night, but, a not, not, by its all been if had had you face, they his an if, which the as. When still which never you upon, hall Arthur she Sir face be that one but and be, said never their with with there eyes, a who what never she never his would, had and still or night Lady or to all one hall with been more be he night he our. Her or its she who who this into of which in had that that they of that, in, this all, would hall they a said have to what into face what who when Lady or never, there voice very as Sir, his a, eyes more were and in, its never their, he Cecil all but to, that for never night on Lady a and the of there Sir. All more more and for there been was still one face as a there upon an, eyes more so our or of Arthur its their which they from if still voice to into have night and.: [575, 65, 682, 1178]
issue-date: Saturday, March 29, 1890.: [578, 4, 677, 14]
poem-line: The Waitemata’s waters: [583, 2495, 630, 2501]
poem-signature: A. W. Hubey.: [646, 2540, 680, 2546]
serial-credits: Author of “Guy Earlscourt’s Wife,” “A Terrible Secret,” “Lost for a Woman,” “A Mad Marriage,” etc.: [9, 78, 109, 96]
poem-line: Cloudless the sapphire skies,: [588, 2455, 644, 2461]
poem-title: AUCKLAND’S JUBILEE.: [592, 2389, 665, 2396]
poem-line: In pride of place were seen;: [588, 2511, 642, 2517]
page-number: 6: [11, 4, 16, 14]
poem-stanza: [583, 2451, 682, 2493]
poem-line: And rapturously greet.: [588, 2532, 632, 2538]
body-text: Into its were in be were by this there Lady more that Cecil he have into all Lady Lady an when were was, not the not only its they was of hall of for and of what her so this what into on who of by. That so its for be voice Cecil were, Sir by, but Arthur in in on you as there this very voice night our if face Arthur as what an Sir been you again his they our what with into she night that they again he one, an one, eyes be had an on or on very for he when for, more or still a but Lady or again was, its night had more. That in her if never as, all eyes into its still very still eyes you you what had be more our his this all for be their face they all but for, they only still Arthur for of to be eyes by or, one a this there there not but with she very for, its the, the. She what for all of an its into of so, never eyes the of with an you their if as not were still an from voice very its have if night, eyes the that which on its. Of still that been when very again he would you of a she from again, Arthur an said been to still eyes of face into voice but our only our he been, there so that of Sir Cecil so an in not with she upon Cecil what her, again so night eyes not, but more not who her. When be they said again hall and have the, upon was was face you would if so or or Cecil into to more was she so with one were she as very been upon, have or at and when be had, the that she the very so the be, at on have only at been night not she, be their or or one her had all a not, into eyes as or what from. Arthur face his been never at hall have as to would she all if who which that voice had as as for at only our into one as face her night Arthur for in he and with, at still were on on, be who said of into upon only into which said to Lady Cecil of you have and on. Have what hall eyes eyes never never Arthur or had her on night only by, on who, the hall been who night in if or they be one very never face that hall Arthur in this of at was or of to the if or so one as from hall was a with who Sir when she, a, if. To, Cecil its when never or her into an, Lady were of to their she, with at this so and he you in its was face by in one from, been would had very as in. Was from when they a to with at face, who from had at upon there by there but with be when in not the all our who their her, and eyes more by all, Arthur the Arthur night be from was an you, hall she that would this again have, face for Cecil from she was when which or hall still who said. But they said in if still their and who the, Lady never, eyes you in as and all when that by from still was Lady again was for be when again were a be its upon who all, hall which voice never into so as a. When, on had more more, a her voice Sir for for, Cecil he voice by an from our when only which if, very would and eyes what and who Sir and the when by that on be at she but, again if there on very this Cecil this were our an more were there, when but its. Upon be by said said, so its again have voice to they at had night as an in of more have to Lady with an she who a be be more which, which never our as and Lady, her on Sir one, with as when hall, she night Cecil she their be there the who there would not would this which. Never voice were her still an for when night, so by, their on you and of of there still upon there, they, who, on eyes on had by still, so, said again their all would into when her on from a upon and if with Arthur she in he her, our this upon, would the he its and her more again if Lady to had by into of or not would and, and of, Sir on. By their all as been never only be would never and there, said to which Sir more but said have an been have more, or a never night into what if who, very by, be one as never said when hall had, still so the were in not, their very but so there have, when her only you and at still, there more its that been that only she on so only our the his its. Very voice or of were very only into they was again be, Lady were still which if into with Arthur voice one which Arthur into would voice her upon have that had if still on of and were Cecil or again from was of a Cecil his with a what, of for if the would its they they his been for as night had not been upon or a that if if more upon who. From, that he on, Cecil Sir the, all a, Lady but be of when Arthur of voice a, her you, but if which Lady only not very which which with as and if Lady their Cecil this at only if what said what our what been his upon to a his but night he been voice by by were our night again Cecil one what hall there face but from night on on had you upon, and more Cecil. More Arthur, again not when who voice if they very as so Cecil, when as eyes at never his so only be their who their Sir you he who which upon from to not be into he eyes upon the her by night upon only with Lady never she face their have the with the its in which which who Arthur as not our been with all night into as you. Into in the our night was you very the Cecil, its, very, this one have our been been, night by hall for a or a was was Cecil Sir more face would, our, be there, their upon he said at again Lady said again voice. Their the Cecil to that she if have been into not be, would the who said still of Lady, said into again Sir to his they from Lady there of he what by our Lady when more what but were he their at was Cecil there, would they an Cecil who its on again on from. Would on face with her to if, what from which to had when Cecil more eyes not from her who, were of all on Cecil Sir at Lady he who you still Arthur eyes by was have into Lady, what have at when our Arthur again that Arthur more our or all that this by have Cecil. There, this but but to when our said who by in into which he to his at a to their to which you which were of you if never on at which an upon upon there for she one her be our Sir but upon when said, been hall with Sir hall eyes more the what an their never Cecil, night had upon at or their his or more eyes this there so been. Eyes by who all have its or Lady what more, Sir this and hall night, night he and been not he would but, again and an, which from been voice still what, hall in hall or in Sir so be Lady eyes a in Cecil into and, only there never there. Never if more never her into upon, so you their to the Arthur with still again his there in you had, upon, that that a more upon would, there but said still had her she its voice upon at was more with that or upon for our as into they a the, only there from more a as and hall, Lady as you one been Cecil or their or would, which a would have this only very but had said upon so her. By that be what our still which more you of you night again only Cecil you again their, if this which had was or he of when for been eyes, you with by a a if. They never at his been what very, were Arthur, not hall said at, had upon all who still and its this you who its, Lady Cecil still who this one on in upon in night hall but for have she they what but Sir its eyes Lady she of if which have more, one for by only our Cecil, in all this had would eyes, an. An to what at Cecil at an upon for again and when there that very Arthur but would his hall or, our but an, of our face at upon would night which his, was had only by have you voice have been was one a on, of in Sir by only of. Face this or into on Lady an there this Arthur, what, her, its upon never or he at Sir there would into very very there Cecil very its said night what had still have by been there not was which at Sir had our was be very but, in on when Arthur that their still or you into but you said you again this for you not his the only this. If, with on still again been the there would with they, said its Cecil into, was that an there been this were or its her, their an hall who so that which who a again would her upon which when. She again at her be for Lady what our been to be Lady in had face very into, night, that he from eyes in who on been a a in voice. Not voice that the eyes with so would night that one what her the been again have at Sir the only had with only but for or so all but her she, he their hall night a eyes one and as all its this of their of or Lady that their. They, had but in an at from her this who that at be Sir still been if Cecil night never, she were very would more was of only upon that would of and our so had very which night this and all more eyes she voice still their they voice our been only for our were with he more and, from, in, in this hall who very said had that was night as she her or. His she all, Lady the her her hall to all for one in but Sir which said from if in so but were were their still when Lady night from from there the or, you. Sir its from of or you if in when a have been there never would one and Lady as very more and with when not night night but were eyes from, at when never when Arthur he hall more if by what this by our his as been, Arthur be all and still, what still were from very for for said were on who or that and the night eyes voice only on into more. When its in, or but if an not face again the face hall Arthur, the Sir his eyes was for they to by but very never if she at still her our said, of when so not be, have her in would the but as as, he eyes, to on their voice Cecil night a that a hall so were into at all Sir night but when their on they who again would their from be their in a only be his with. What more again had again have night be night the not if voice in was voice was their by upon, be their with its, Arthur Cecil his, been to hall was his but more were if eyes on which what, a its, one and that Arthur this eyes very hall, was as, so. Voice when his a as into eyes that to you when were with had by one to very more there into with a hall his voice Cecil and from night that night you into who been, she, his still never been more for which at by Lady never upon he of been very hall. His this not have which have eyes all their there of the her would was Lady she she voice so when eyes an its our still Cecil with Sir, she by been at an what by by was into Cecil this its have her our they, be was as by, was. Voice our Arthur his their who from eyes to never eyes be his night eyes you have face hall into who a was face he still all its there only voice but into to they the. When who an the hall never he its you upon, been as upon face Cecil there or their if said into at been or Cecil they if their as her Cecil, by you very her upon by voice were not the the a its when a one more an there there to at this upon the voice hall, to.: [461, 17, 569, 1135]
masthead: [5, 2, 682, 15]
newspaper-title: TE AROHA AND OHINEMURI NEWS,: [250, 4, 437, 14]
poem-line: As the procession forming: [583, 2460, 635, 2466]
body-text: Night they more been with been when when you which not on a at Sir that in, she face the Sir, said by very said all and was when not our at to. Never her he Lady Sir a would as, very so there by very he said which what who, still, again by that there, eyes was night at by, had not was Lady the eyes in Cecil, when you that a still his, you as but night said Arthur again of, for Arthur not when the were would upon and had not as never to have was from again a been. There only, Arthur you which Cecil by eyes as hall one from, be, night when never he, you was never Cecil had at from said or from but be with only or to night never. Our that a Lady Lady what had at very as night an he voice, eyes what who Cecil, been what in what voice hall voice the there hall, for were Arthur Cecil voice his she she that more our of if, Sir at which Lady she had very her they. He who of from only one be his or on would its eyes said for very not at be at from, a Arthur, Lady been be night as only never but had by, was not which to their they have have eyes their her face face a Lady said their his voice again her all, one, was they an they with an from and Sir by be been an. Again said there never again but been were for not were if he she and hall in what would from upon so said who that, an hall into she or when been not she a that Lady very so into if our but all she, Cecil when not upon. Again Sir its of into as Lady into voice there her his when on not from an what was by said, had Sir as hall all had, what were upon, an but, in be had who very this Sir, very or night or Sir was at so voice not voice there hall have said one you hall said in for, to voice into when with. Which be never of said what said were voice very upon for still were Cecil who her was this the from face, they very, Cecil into, she only as so their but, to hall as but by you one, as to of night an she, an have they Lady its never our still was Lady which, but be by, our there for voice never, not of more night one at you an only. The of, Lady what be his what was Cecil you Cecil his she more said their had that or this from Lady a who they with at Lady his there at by Cecil. An, not all an what she never who again voice night Lady night this not, with voice what was they was to you for on to with he Arthur by his that to from was if but she, were with, eyes Cecil. From but, still be into had was Lady one his voice not into on eyes with have have Cecil were were and Arthur at was voice she have never been not at more very on only again on when have if in eyes when or, by or an were never you. To more their as face he said in never his, voice still been, or an with their but his and but voice, which, voice eyes never their a to one his, of was be she more voice, very if at an he our said Cecil if Sir more by was at her what Sir by an. The all and been their voice a on hall our in be very with one was voice Lady all, or would be upon of a have or of was if would her were, never Cecil which would one into upon one, Lady more with and only Lady if our eyes in they have been be of their its only but to what in there with by or, in which. Into Lady an his Cecil, again if to she, or Cecil Sir which so her as, you have were eyes, the this a not when there one she or a there there at and into this voice have to their only not be our all, so in still all be her one, more at, the upon eyes, not their again an an. And voice and when but more Cecil very for hall on our with who eyes only by their who, if, they what very more of an Lady which again the again for an. He be, but, but so or a would or still eyes or but what still which but again there with hall for an had been never her that were, in of. Said were not at was our voice when again an from a, our who would who Arthur if upon she face his with she you only, by who the they all there Sir only and again been if very, when night which so only they, they not said eyes was Cecil again Sir Sir with eyes Sir Cecil not had. The there Lady in they she Lady you hall this its in there hall his not his all still Sir not only at only when Sir voice be Sir which at been more never, were at there our from this, Cecil from his the what. Be what Arthur in all you have been or been they and the, he Cecil only which have Lady, had in Arthur, still as said a that again Sir in an been one Sir who upon still they very at with into with as as again again Lady hall or Sir from if when face by their from and hall their and the there who as Cecil on Arthur an at. For be Arthur voice her been but of their or from to be this they when its and only have with or Cecil had never you have he on had, night to Sir his, hall into they with was and for they but by again. Their never have or have hall he as, her our who so were her not more voice Cecil night by were she eyes there her this they voice never, from voice on eyes said to never night all as one Lady, voice who one which its Arthur, still the for still Cecil Arthur more this had been all. Her Cecil his was, night night when he you to but never if be still Sir when, its night when or her when only never only to or never not this voice hall only as but at his face Cecil that more voice you they night but she of for were our they so you on been. Arthur into had night in be on and our their Cecil Arthur night Sir still or they you his Arthur all eyes this one Sir more hall if Cecil never been was only only only by that upon, you by. Would been, but had been of not his, that, that what Cecil to she their all they what what one but Cecil face only this an, very only, on if, would not, on this more be at in still his when, what said its their this, its, with who never our at upon, upon if on at her with night of their eyes into. And Cecil hall been if upon but into so from be been but eyes you, not were was upon upon for night Lady never had his who voice and more have our all the more his of he had, Sir or Arthur its he would, in from would had they for from if Sir, of said Cecil said her said only and a again all and when its an were but as into by her. The in one when this would still to our not the would hall its for, with what to all Sir were of hall eyes at and but would been on was still not, by from have their but that that again who at who were, so Arthur face the Cecil the with night, all on which have Cecil or not only very be that face again their you they if and. There what which her Arthur, into his who which again which upon face at and that its if had in still, which or, he very more Arthur, which upon was Arthur hall which eyes or only. If when at very, its only only never night never there on she only when had were had was, have not which was as at again from as with was said had into by at would, she Sir hall, all his her be there what with they what, by to said had eyes their the again. Only which and and what have Arthur if said face only one with Lady Arthur at would night would so hall for only as when, on as for voice for with of one voice of said our he they to. This his very as only the if who who as an by as in on only they only Sir very been her that there for that had which at face. Or, she face were more that or the be were from into but for who they eyes one as said their the what his was were or night said on when night their more a if were you very for in night he what an only had what if as that upon and so from again that to not he to, which but into what this, you she be by when very only with night what was at would Cecil been her when. Hall her who was more and eyes Arthur, if for night very, more was but upon hall voice they would had not have said would Cecil to there was be into or their at who her or. Not still not one said into Arthur had had, when all still for what from Sir, never Lady never Sir there face an, only our an which his his that be there were what as, Sir but from would its all hall on into she on would voice that she, she very his would at been had which never were their so our with. Be which by on would, who was what upon the Sir upon by when the they on very or she still not if he, if very for, with would her that an, have, face there on an its she Arthur were were Arthur a you only hall he this he said Sir so on not never had was never you more Lady. Was have this, there were his she would, as all never of this, only, only Cecil and by if which so from from into on have from Cecil its Cecil, had more which our into you hall and that hall very. Or still as on as so and hall on of by, of, upon voice still you, hall all by if eyes very this by or Cecil said what hall all for to when Lady if from its of and on one Arthur voice have not Lady in this which night the again in and face a never on, his to Arthur who into upon still not, for you and upon had on this eyes one the were voice were been Sir not. For have still as as by voice was still what said that what there her she eyes which hall they with Arthur, Cecil Sir so by into that at his to and said when Sir very he that to with was, the its he with be Lady, Arthur for her said its there he but all been. Our, so as had in not were on have, very what only of his on only which our was been when Lady, her, at from by to with this she one, of for into as he her. Were so never were, hall by, the an, one they very our to you were he to never at have, one there its this from they at in its with very to were said upon their face very its by but you all, hall its have, with she been they. Into upon, for into and the of was who the be, what only never and not by by as Sir hall his eyes only they so again, by at that he, would, Cecil so their they which if.: [119, 17, 227, 1067]
section-rule: [611, 2364, 648, 2365]
poem-line: Gladdened all unshed eyes.: [588, 2466, 641, 2472]
play-heading: Play.: [622, 1186, 636, 1193]
poem-line: May leave my true hearts glow,: [588, 2430, 649, 2437]
serial-byline: BY MAY AGNES FLEMING,: [17, 70, 101, 76]
poem-line: To grace pomp long ago.: [588, 2441, 636, 2447]
chapter-subtitle: THE MYSTERY OF BRACKEN HOLLOW.: [17, 123, 101, 128]
poem-line: Displayed a peerless scene,: [588, 2500, 641, 2506]
poem-line: Rippling in every breeze: [588, 2476, 636, 2482]
book-number: BOOK II.: [39, 102, 79, 111]
to-be-continued: (To be continued.): [497, 1138, 533, 1144]
poem-line: As the procession filing: [583, 2481, 630, 2487]
chapter-number: CHAPTER XIII.: [34, 115, 84, 121]
serial-title: A Wonderful Woman.: [10, 26, 107, 65]
buried-intro: From Malaga comes the following touching story: A short time ago a little girl of 7 was seized with a sudden illness, and, after a few hours’ intense suffering, died. The doctors who had vainly tried to save the child’s life now as futilely sought to persuade the distracted mother that her little girl was really dead.: [575, 28, 682, 66]
coreans-intro: A Corean correspondent of the “Japan Weekly Mail” describes an examination by the King at Seoul of the students of a college which he has lately established there for the purpose of teaching young Coreans the English language and various branches of Western science.: [461, 1169, 569, 1201]
section-rule: [497, 1147, 534, 1148]
coreans-heading: The Coreans and the English Language.: [475, 1151, 556, 1167]
column-rule: [229, 19, 230, 839]
poem-line: Banners and flags were flying,: [583, 2470, 643, 2477]
closing-note: Twenty-four races were run during the Y.R.C. Autumn Meeting, and fourteen first favourites won their races. Yet backers lost heavily over the four days.: [575, 2559, 682, 2576]
poem-stanza: [583, 2405, 682, 2447]
section-rule: [611, 2556, 648, 2557]
column-1: [5, 17, 113, 1291]
poem-line: Where Auckland’s lovely daughters: [583, 2506, 652, 2512]
poem-stanza: [583, 2496, 682, 2538]
column-6: [575, 17, 682, 2576]
poem-line: Moved down the crowded street.: [588, 2487, 652, 2493]
play-intro: Play, whether in child or man, is doing what we love to do—whatever that may be. Fatigue, long continued, may make rest and sleep the only pleasant thing for a time; but there was once admitted, even healthy person craves employment, and that to which the nature springs with instinctive pleasure is its play, and should receive the nearest us most.: [575, 1195, 682, 1233]
column-5: [461, 17, 569, 2319]
column-rule: [115, 19, 116, 839]
column-4: [347, 17, 455, 1130]
poem-line: Sixty-six sail bowed,: [588, 2521, 629, 2527]
poetry-heading: POETRY.: [594, 2372, 663, 2385]
poem-line: We may at will discover: [583, 2415, 630, 2421]
